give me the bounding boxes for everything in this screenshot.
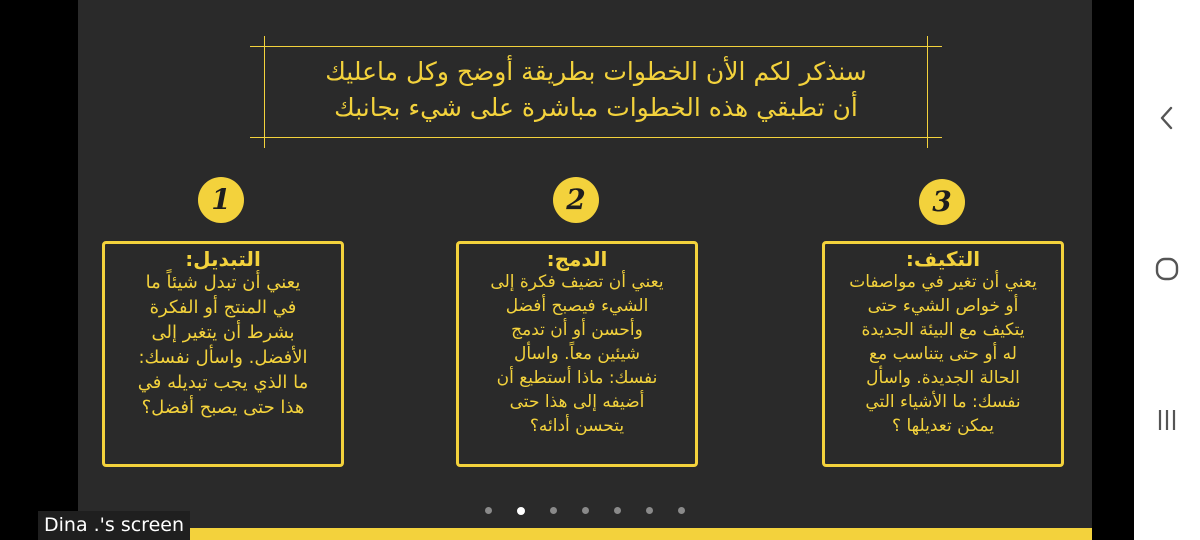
page-dot[interactable] [550,507,557,514]
home-button[interactable] [1134,249,1200,289]
step-3-line: أو خواص الشيء حتى [867,296,1019,316]
recents-button[interactable] [1134,400,1200,440]
step-2-line: وأحسن أو أن تدمج [511,320,643,340]
header-banner [264,46,928,138]
banner-line-top [250,46,942,47]
step-1-card [102,241,344,467]
step-1-badge: 1 [198,177,244,223]
step-1-line: هذا حتى يصبح أفضل؟ [141,397,305,418]
banner-line-1: سنذكر لكم الأن الخطوات بطريقة أوضح وكل ماعليك [325,57,867,86]
step-2-line: الشيء فيصبح أفضل [505,296,649,316]
step-3-line: يمكن تعديلها ؟ [892,416,994,436]
step-3-card [822,241,1064,467]
page-dot[interactable] [678,507,685,514]
step-3-line: له أو حتى يتناسب مع [869,344,1017,364]
step-3-line: يتكيف مع البيئة الجديدة [861,320,1025,340]
step-3-line: الحالة الجديدة. واسأل [866,368,1020,388]
page-dot[interactable] [646,507,653,514]
step-1-body [111,270,335,420]
step-3-body [831,270,1055,438]
step-1-line: بشرط أن يتغير إلى [151,322,295,343]
step-1-line: الأفضل. واسأل نفسك: [138,347,308,368]
android-nav-bar [1134,0,1200,540]
step-2-body [465,270,689,438]
banner-text [264,54,928,126]
recents-bars-icon [1155,408,1179,432]
page-dot[interactable] [582,507,589,514]
step-3-badge: 3 [919,179,965,225]
step-1-line: ما الذي يجب تبديله في [137,372,309,393]
step-2-badge: 2 [553,177,599,223]
step-2-card [456,241,698,467]
step-2-line: يتحسن أدائه؟ [529,416,625,436]
step-2-line: أضيفه إلى هذا حتى [509,392,645,412]
presentation-slide [78,0,1092,540]
step-1-line: في المنتج أو الفكرة [149,297,297,318]
step-3-line: نفسك: ما الأشياء التي [865,392,1021,412]
step-2-line: شيئين معاً. واسأل [514,344,640,364]
step-2-line: يعني أن تضيف فكرة إلى [490,272,664,292]
screen-owner-label: Dina .'s screen [38,511,190,540]
page-dot[interactable] [485,507,492,514]
step-3-line: يعني أن تغير في مواصفات [849,272,1037,292]
page-dot-active[interactable] [517,507,525,515]
home-circle-icon [1154,256,1180,282]
step-1-line: يعني أن تبدل شيئاً ما [145,272,301,293]
page-dot[interactable] [614,507,621,514]
back-button[interactable] [1134,98,1200,138]
back-chevron-icon [1157,105,1177,131]
banner-line-2: أن تطبقي هذه الخطوات مباشرة على شيء بجانبك [334,93,858,122]
slide-bottom-bar [78,528,1092,540]
banner-line-bottom [250,137,942,138]
step-3-title: التكيف: [905,247,981,271]
step-2-title: الدمج: [546,247,608,271]
step-2-line: نفسك: ماذا أستطيع أن [496,368,658,388]
step-1-title: التبديل: [185,247,261,271]
slide-pagination [78,500,1092,519]
